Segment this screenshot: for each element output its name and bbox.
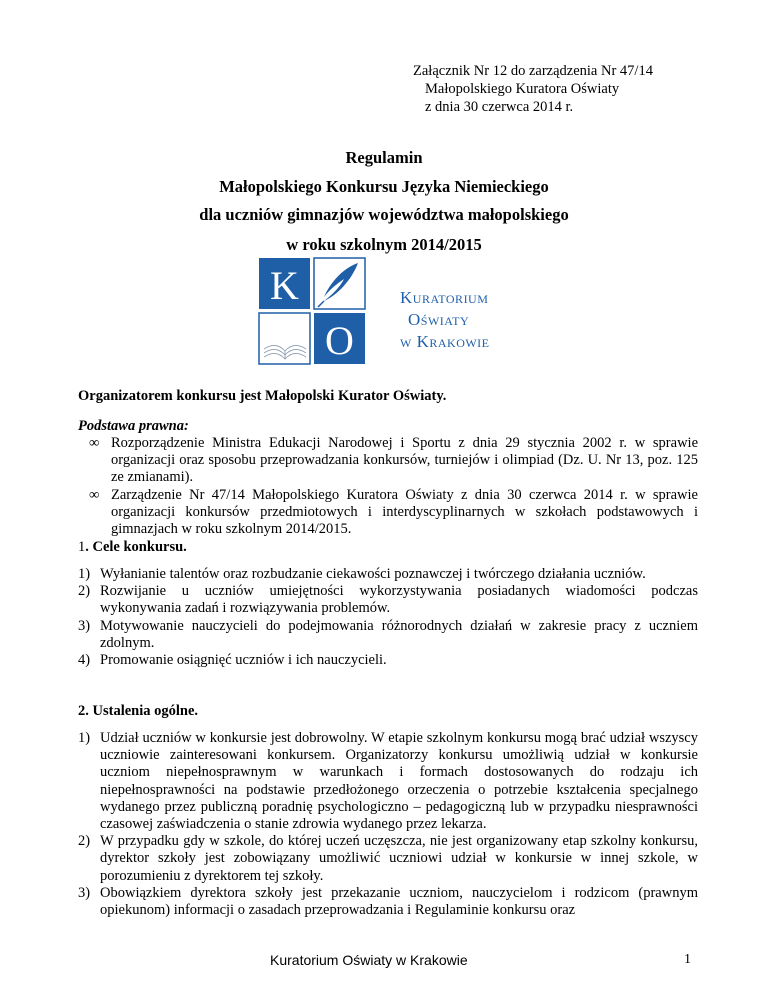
title-line-3: dla uczniów gimnazjów województwa małopolskiego (199, 205, 569, 224)
list-item: 1) Wyłanianie talentów oraz rozbudzanie ciekawości poznawczej i twórczego działania uczniów. (78, 566, 646, 582)
logo-name-line-2: Oświaty (408, 310, 470, 329)
legal-basis-text: Rozporządzenie Ministra Edukacji Narodowej i Sportu z dnia 29 stycznia 2002 r. w sprawie organizacji oraz sposobu przeprowadzania konkursów, turniejów i olimpiad (Dz. U. Nr 13, poz. 125 ze zmianami). (111, 435, 698, 486)
organizer-statement: Organizatorem konkursu jest Małopolski Kurator Oświaty. (78, 388, 447, 404)
title-line-1: Regulamin (345, 148, 423, 167)
attachment-line-1: Załącznik Nr 12 do zarządzenia Nr 47/14 (413, 63, 653, 79)
list-item: 3) Motywowanie nauczycieli do podejmowania różnorodnych działań w zakresie pracy z uczniem zdolnym. (78, 617, 698, 651)
footer-text: Kuratorium Oświaty w Krakowie (270, 952, 468, 968)
list-item: 4) Promowanie osiągnięć uczniów i ich nauczycieli. (78, 652, 387, 669)
page-number: 1 (684, 952, 691, 967)
kuratorium-logo (258, 257, 520, 367)
title-line-2: Małopolskiego Konkursu Języka Niemieckiego (219, 177, 549, 196)
attachment-line-2: Małopolskiego Kuratora Oświaty (425, 81, 620, 97)
infinity-bullet-icon: ∞ (89, 435, 100, 451)
legal-basis-heading: Podstawa prawna: (78, 418, 189, 434)
section-2-heading: 2. Ustalenia ogólne. (78, 703, 199, 719)
logo-letter-k: K (270, 263, 299, 308)
legal-basis-section (78, 418, 698, 538)
list-item: 1) Udział uczniów w konkursie jest dobrowolny. W etapie szkolnym konkursu mogą brać udział wszyscy uczniowie zainteresowani konkursem. Organizatorzy konkursu umożliwią udział w konkursie uczniom niepełnosprawnym w warunkach i formach dostosowanych do rodzaju ich niepełnosprawności na podstawie przedłożonego orzeczenia o potrzebie kształcenia specjalnego wydanego przez publiczną poradnię psychologiczno – pedagogiczną lub w przypadku niesprawności czasowej zaświadczenia o stanie zdrowia wydanego przez lekarza. (78, 730, 698, 833)
list-item: 2) Rozwijanie u uczniów umiejętności wykorzystywania posiadanych wiadomości podczas wykonywania zadań i rozwiązywania problemów. (78, 583, 698, 617)
infinity-bullet-icon: ∞ (89, 486, 100, 503)
list-item: 3) Obowiązkiem dyrektora szkoły jest przekazanie uczniom, nauczycielom i rodzicom (prawnym opiekunom) informacji o zasadach przeprowadzania i Regulaminie konkursu oraz (78, 884, 698, 919)
list-item: 2) W przypadku gdy w szkole, do której uczeń uczęszcza, nie jest organizowany etap szkolny konkursu, dyrektor szkoły jest zobowiązany umożliwić uczniowi udział w konkursie w innej szkole, w porozumieniu z dyrektorem tej szkoły. (78, 833, 698, 884)
attachment-header (413, 62, 653, 116)
logo-name-line-1: Kuratorium (400, 288, 489, 307)
attachment-line-3: z dnia 30 czerwca 2014 r. (425, 99, 574, 115)
title-line-4: w roku szkolnym 2014/2015 (286, 235, 482, 254)
logo-letter-o: O (325, 318, 354, 363)
logo-name-line-3: w Krakowie (400, 332, 490, 351)
section-1 (78, 539, 698, 669)
legal-basis-item (78, 487, 698, 539)
legal-basis-item (78, 435, 698, 487)
section-2 (78, 703, 698, 919)
section-1-heading: 1. Cele konkursu. (78, 539, 187, 555)
legal-basis-text: Zarządzenie Nr 47/14 Małopolskiego Kuratora Oświaty z dnia 30 czerwca 2014 r. w sprawie organizacji konkursów przedmiotowych i interdyscyplinarnych w szkołach podstawowych i gimnazjach w roku szkolnym 2014/2015. (111, 486, 698, 538)
